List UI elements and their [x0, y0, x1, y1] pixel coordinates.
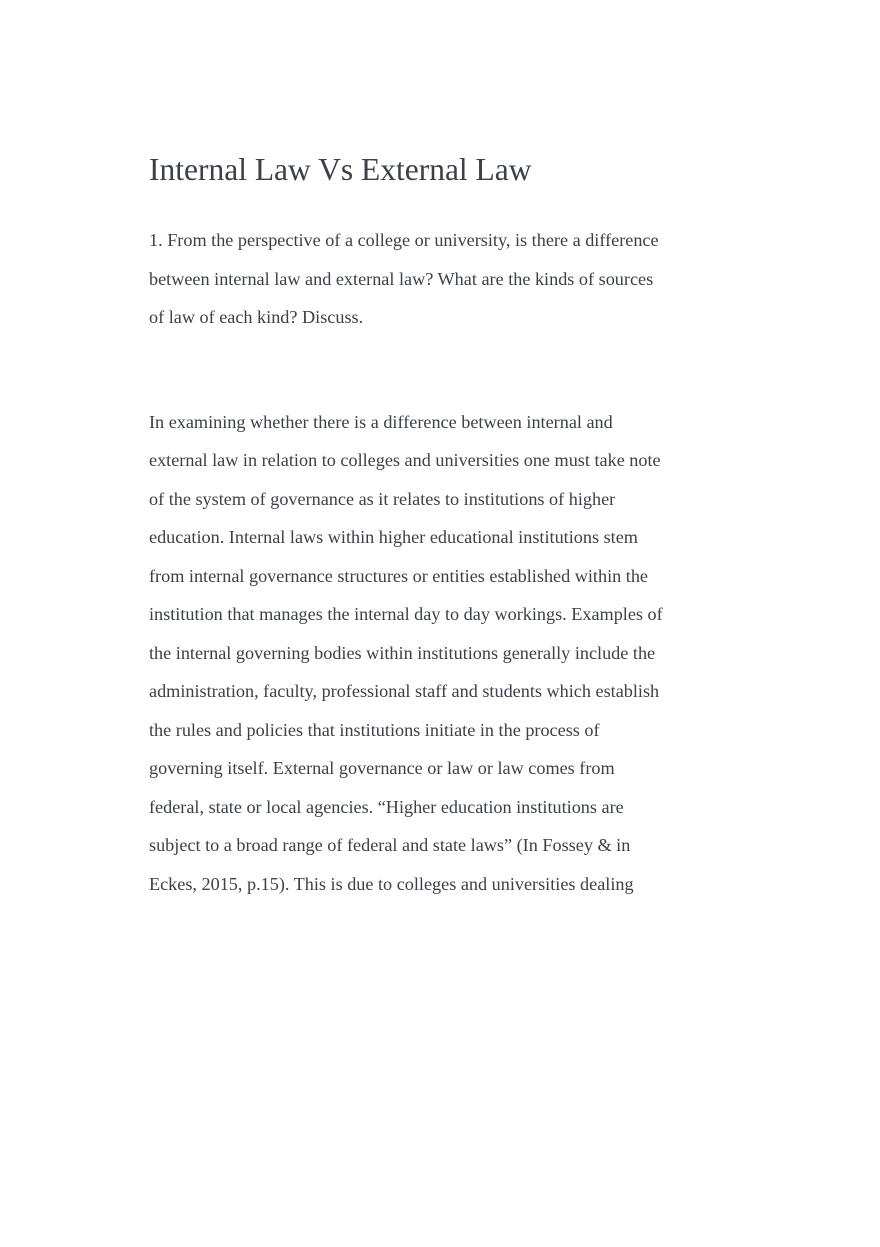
answer-line: the rules and policies that institutions initiate in the process of	[149, 720, 600, 740]
answer-line: governing itself. External governance or law or law comes from	[149, 758, 615, 778]
answer-line: external law in relation to colleges and universities one must take note	[149, 450, 661, 470]
answer-line: institution that manages the internal day to day workings. Examples of	[149, 604, 663, 624]
answer-line: Eckes, 2015, p.15). This is due to colleges and universities dealing	[149, 874, 634, 894]
answer-line: the internal governing bodies within institutions generally include the	[149, 643, 656, 663]
question-line: 1. From the perspective of a college or university, is there a difference	[149, 230, 659, 250]
document-title: Internal Law Vs External Law	[149, 152, 532, 187]
answer-line: subject to a broad range of federal and state laws” (In Fossey & in	[149, 835, 631, 855]
question-line: of law of each kind? Discuss.	[149, 307, 364, 327]
answer-line: In examining whether there is a difference between internal and	[149, 412, 613, 432]
question-line: between internal law and external law? What are the kinds of sources	[149, 269, 654, 289]
answer-line: of the system of governance as it relates to institutions of higher	[149, 489, 616, 509]
answer-line: federal, state or local agencies. “Higher education institutions are	[149, 797, 624, 817]
answer-line: from internal governance structures or entities established within the	[149, 566, 648, 586]
answer-line: education. Internal laws within higher educational institutions stem	[149, 527, 638, 547]
answer-line: administration, faculty, professional staff and students which establish	[149, 681, 660, 701]
